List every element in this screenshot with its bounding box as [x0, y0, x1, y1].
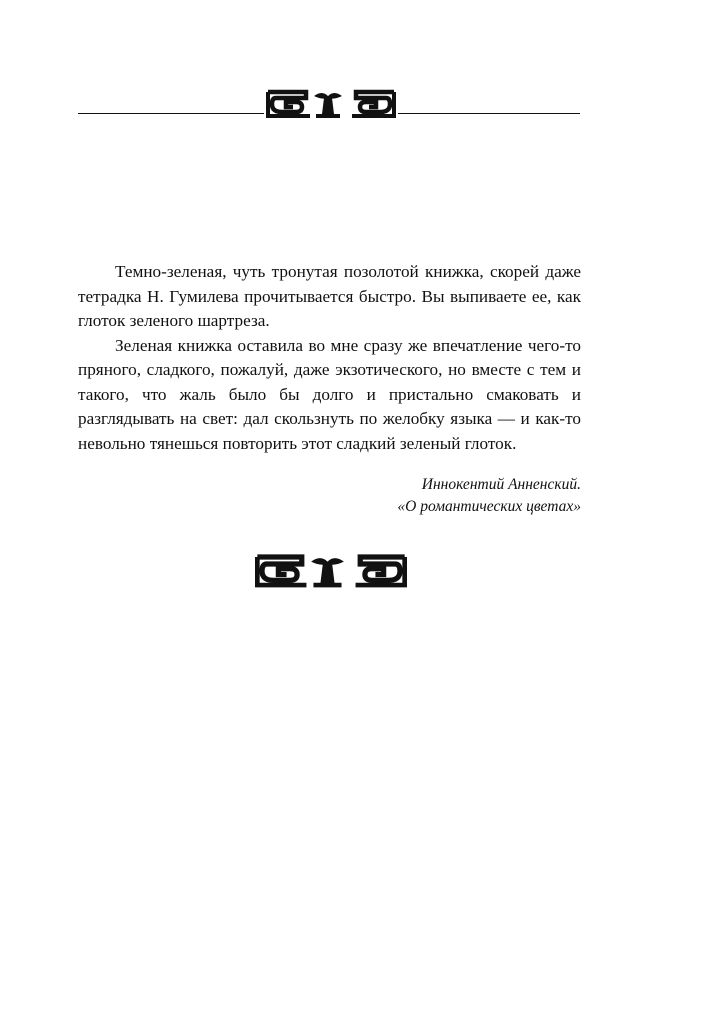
epigraph-paragraph-2: Зеленая книжка оставила во мне сразу же впечатление чего-то пряного, сладкого, пожалуй, даже экзотического, но вместе с тем и такого, что жаль было бы долго и пристально смаковать и разглядывать на свет: дал скользнуть по желобку языка — и как-то невольно тянешься повторить этот сладкий зеленый глоток. [78, 335, 581, 453]
attribution [300, 474, 581, 518]
epigraph-paragraph-1: Темно-зеленая, чуть тронутая позолотой книжка, скорей даже тетрадка Н. Гумилева прочитывается быстро. Вы выпиваете ее, как глоток зеленого шартреза. [78, 262, 581, 330]
epigraph-text [78, 260, 581, 456]
header-rule-right [398, 113, 580, 114]
header-ornament-icon [266, 88, 396, 120]
footer-ornament-icon [255, 552, 407, 590]
attribution-source: «О романтических цветах» [397, 498, 581, 515]
header-rule-left [78, 113, 264, 114]
attribution-author: Иннокентий Анненский. [421, 476, 581, 493]
